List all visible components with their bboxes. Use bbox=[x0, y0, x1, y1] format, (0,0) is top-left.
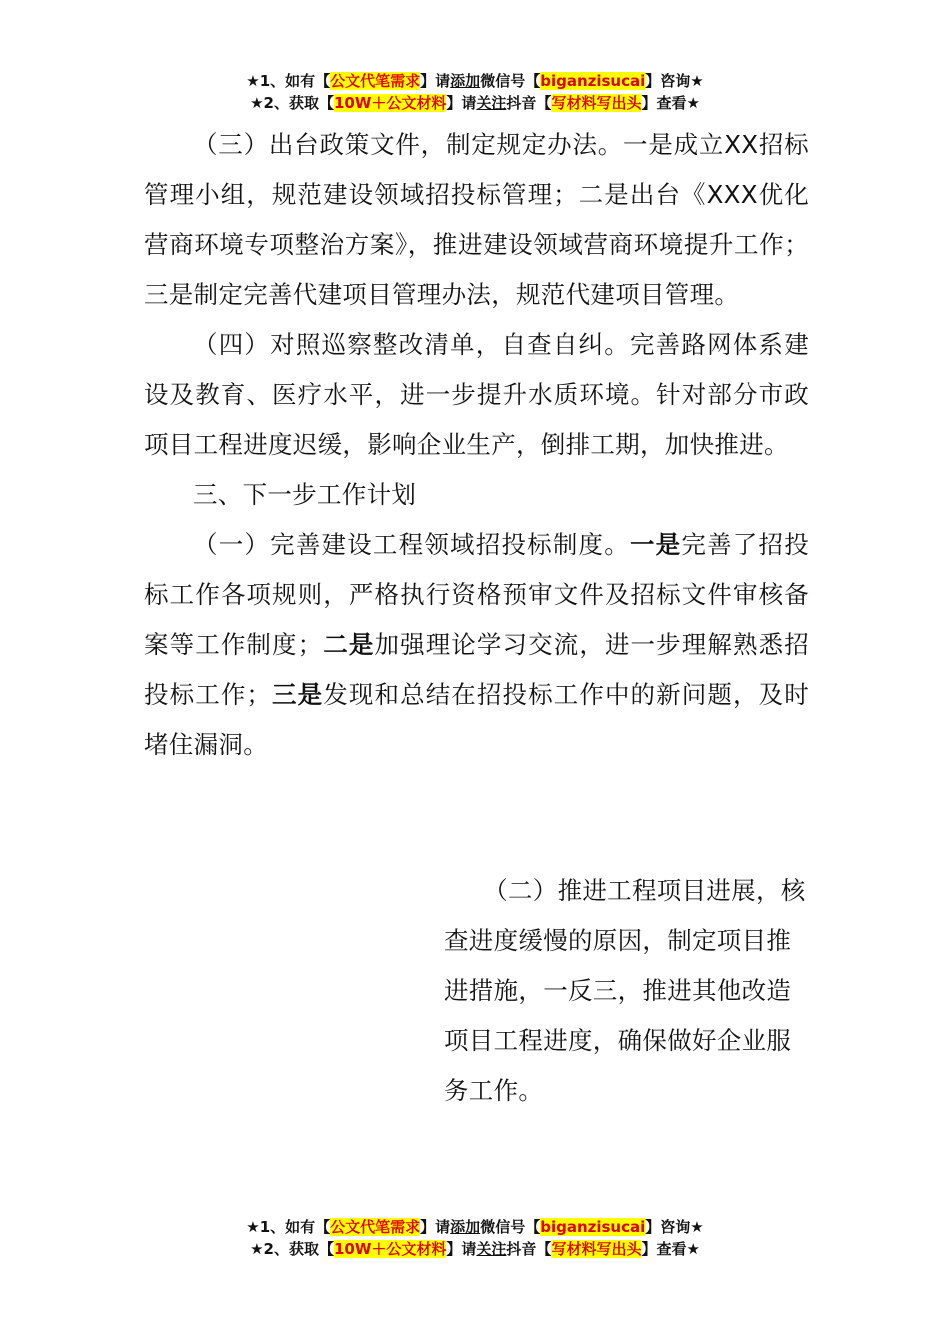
footer-line-2: ★2、获取【10W＋公文材料】请关注抖音【写材料写出头】查看★ bbox=[250, 1240, 700, 1258]
footer-banner bbox=[0, 1216, 950, 1260]
star-icon: ★ bbox=[690, 1218, 704, 1236]
star-icon: ★ bbox=[686, 94, 700, 112]
star-icon: ★ bbox=[246, 72, 260, 90]
document-body bbox=[144, 120, 809, 770]
highlight-wechat-id: biganzisucai bbox=[540, 1218, 646, 1236]
star-icon: ★ bbox=[250, 1240, 264, 1258]
paragraph-inspection-rectification: （四）对照巡察整改清单，自查自纠。完善路网体系建设及教育、医疗水平，进一步提升水质环境。针对部分市政项目工程进度迟缓，影响企业生产，倒排工期，加快推进。 bbox=[144, 330, 809, 459]
paragraph-policy-documents: （三）出台政策文件，制定规定办法。一是成立XX招标管理小组，规范建设领域招投标管理；二是出台《XXX优化营商环境专项整治方案》，推进建设领域营商环境提升工作；三是制定完善代建项目管理办法，规范代建项目管理。 bbox=[144, 130, 809, 309]
star-icon: ★ bbox=[250, 94, 264, 112]
paragraph-bidding-system: （一）完善建设工程领域招投标制度。一是完善了招投标工作各项规则，严格执行资格预审文件及招标文件审核备案等工作制度；二是加强理论学习交流，进一步理解熟悉招投标工作；三是发现和总结在招投标工作中的新问题，及时堵住漏洞。 bbox=[144, 530, 810, 759]
section-heading-next-steps: 三、下一步工作计划 bbox=[193, 480, 417, 509]
star-icon: ★ bbox=[686, 1240, 700, 1258]
highlight-materials: 10W＋公文材料 bbox=[333, 1240, 447, 1258]
highlight-materials: 10W＋公文材料 bbox=[333, 94, 447, 112]
header-line-2: ★2、获取【10W＋公文材料】请关注抖音【写材料写出头】查看★ bbox=[250, 94, 700, 112]
highlight-service: 公文代笔需求 bbox=[330, 72, 421, 90]
header-banner bbox=[0, 70, 950, 114]
star-icon: ★ bbox=[690, 72, 704, 90]
highlight-service: 公文代笔需求 bbox=[330, 1218, 421, 1236]
paragraph-project-progress-block bbox=[444, 866, 809, 1116]
highlight-douyin: 写材料写出头 bbox=[551, 1240, 642, 1258]
highlight-wechat-id: biganzisucai bbox=[540, 72, 646, 90]
paragraph-project-progress: （二）推进工程项目进展，核查进度缓慢的原因，制定项目推进措施，一反三，推进其他改造项目工程进度，确保做好企业服务工作。 bbox=[444, 876, 806, 1105]
highlight-douyin: 写材料写出头 bbox=[551, 94, 642, 112]
footer-line-1: ★1、如有【公文代笔需求】请添加微信号【biganzisucai】咨询★ bbox=[246, 1218, 704, 1236]
header-line-1: ★1、如有【公文代笔需求】请添加微信号【biganzisucai】咨询★ bbox=[246, 72, 704, 90]
star-icon: ★ bbox=[246, 1218, 260, 1236]
